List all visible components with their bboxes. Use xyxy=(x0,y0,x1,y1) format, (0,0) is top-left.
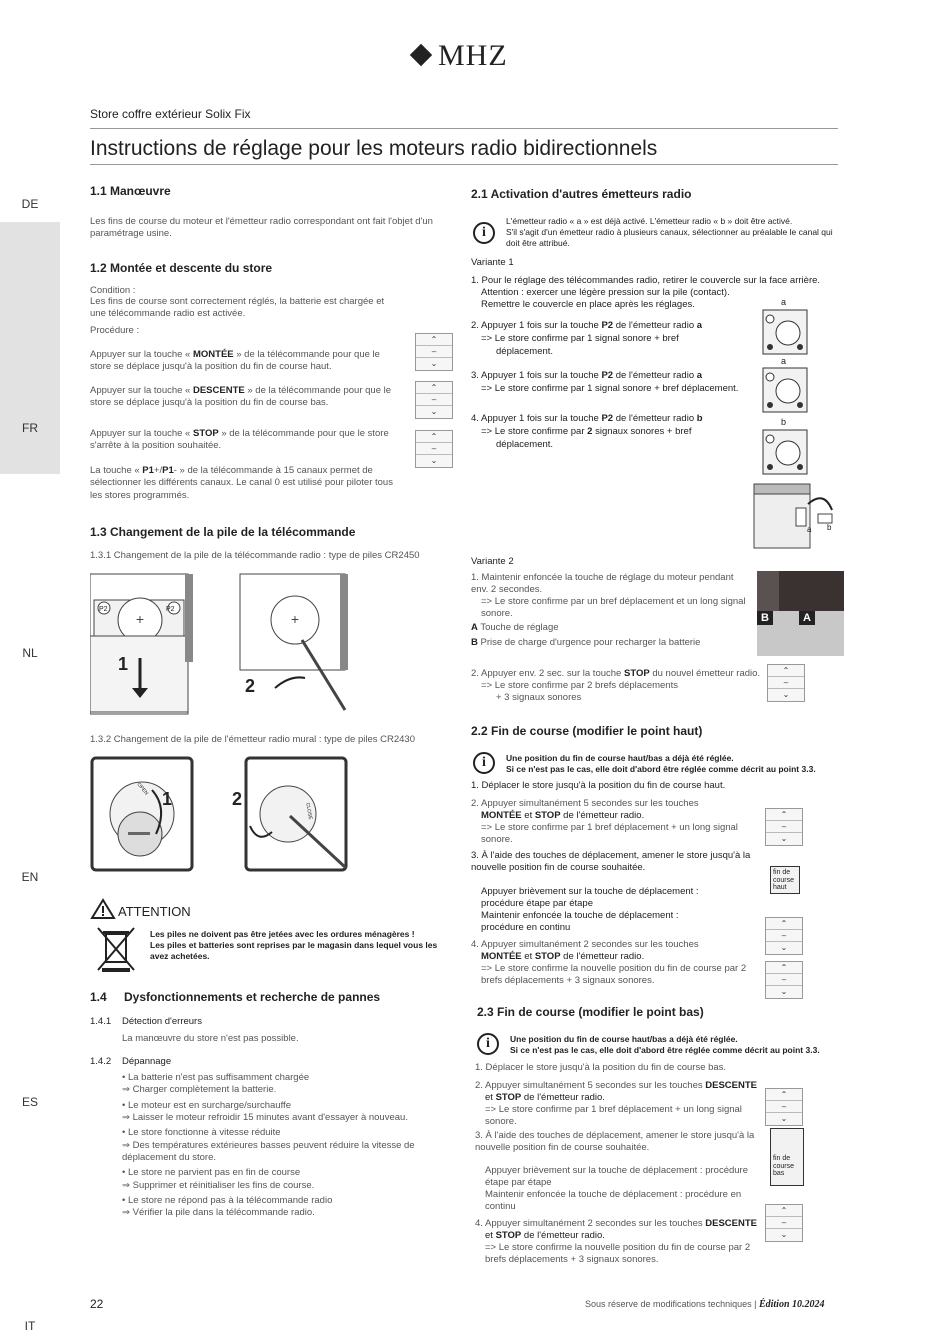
remote-control xyxy=(765,917,803,955)
step-text: et STOP de l'émetteur radio. xyxy=(485,1230,605,1241)
section-heading: 1.1 Manœuvre xyxy=(90,184,171,198)
section-heading: Dysfonctionnements et recherche de pannes xyxy=(124,990,381,1004)
figure-label: a xyxy=(781,356,787,366)
step-text: 2. Appuyer env. 2 sec. sur la touche STOP du nouvel émetteur radio. xyxy=(471,668,761,679)
step-text: 3. À l'aide des touches de déplacement, amener le store jusqu'à la nouvelle position fin de course souhaitée. xyxy=(475,1130,755,1154)
lang-tab-nl[interactable]: NL xyxy=(22,646,38,660)
step-text: déplacement. xyxy=(496,346,554,357)
figure-label: a xyxy=(781,297,787,307)
list-item: • Le store ne répond pas à la télécommande radio ⇒ Vérifier la pile dans la télécommande radio. xyxy=(122,1195,333,1219)
figure-label: b xyxy=(781,417,787,427)
remote-back-figure xyxy=(762,367,808,413)
key-label: P2 xyxy=(166,606,175,613)
subsection-title: 1.3.1 Changement de la pile de la télécommande radio : type de piles CR2450 xyxy=(90,550,420,561)
label: Procédure : xyxy=(90,325,140,336)
stop-key[interactable]: – xyxy=(766,1101,802,1113)
step-text: 2. Appuyer 1 fois sur la touche P2 de l'émetteur radio a xyxy=(471,320,703,331)
blind-pairing-figure xyxy=(752,480,844,550)
step-text: => Le store confirme la nouvelle position du fin de course par 2 brefs déplacements + 3 signaux sonores. xyxy=(485,1242,751,1266)
variant-label: Variante 1 xyxy=(471,257,514,268)
up-key[interactable]: ⌃ xyxy=(416,334,452,346)
down-key[interactable]: ⌄ xyxy=(430,407,438,416)
step-text: + 3 signaux sonores xyxy=(496,692,582,703)
remote-control xyxy=(415,430,453,468)
section-heading: 2.2 Fin de course (modifier le point haut) xyxy=(471,724,703,738)
list-item: • Le store ne parvient pas en fin de course ⇒ Supprimer et réinitialiser les fins de course. xyxy=(122,1167,315,1191)
step-text: => Le store confirme par 1 bref déplacement + un long signal sonore. xyxy=(485,1104,742,1128)
step-text: procédure étape par étape xyxy=(481,898,593,909)
attention-heading: ATTENTION xyxy=(118,904,191,919)
down-key[interactable]: ⌄ xyxy=(430,456,438,465)
paragraph: Appuyer sur la touche « STOP » de la télécommande pour que le store s'arrête à la position souhaitée. xyxy=(90,428,389,452)
lang-tab-it[interactable]: IT xyxy=(24,1319,36,1333)
down-key[interactable]: ⌄ xyxy=(430,359,438,368)
figure-label: a xyxy=(807,525,812,534)
paragraph: La manœuvre du store n'est pas possible. xyxy=(122,1033,299,1044)
step-text: Maintenir enfoncée la touche de déplacement : procédure en continu xyxy=(485,1189,742,1213)
down-key[interactable]: ⌄ xyxy=(780,1114,788,1123)
up-key[interactable]: ⌃ xyxy=(766,1205,802,1217)
paragraph: Appuyer sur la touche « MONTÉE » de la télécommande pour que le store se déplace jusqu'à la position du fin de course haut. xyxy=(90,349,380,373)
remote-back-figure xyxy=(762,429,808,475)
lang-tab-en[interactable]: EN xyxy=(21,870,39,884)
step-text: Remettre le couvercle en place après les réglages. xyxy=(481,299,695,310)
limit-label: fin de course bas xyxy=(770,1128,804,1186)
variant-label: Variante 2 xyxy=(471,556,514,567)
brand-logo xyxy=(410,40,540,70)
step-text: 4. Appuyer 1 fois sur la touche P2 de l'émetteur radio b xyxy=(471,413,703,424)
page-title: Instructions de réglage pour les moteurs radio bidirectionnels xyxy=(90,137,658,160)
up-key[interactable]: ⌃ xyxy=(766,918,802,930)
warning-icon xyxy=(90,898,116,920)
step-text: => Le store confirme par 2 brefs déplacements xyxy=(481,680,678,691)
up-key[interactable]: ⌃ xyxy=(416,382,452,394)
open-label: OPEN xyxy=(135,781,150,797)
subsection-title: 1.3.2 Changement de la pile de l'émetteur radio mural : type de piles CR2430 xyxy=(90,734,416,745)
step-text: 3. À l'aide des touches de déplacement, amener le store jusqu'à la nouvelle position fin de course souhaitée. xyxy=(471,850,751,874)
step-text: déplacement. xyxy=(496,439,554,450)
step-text: 1. Déplacer le store jusqu'à la position du fin de course bas. xyxy=(475,1062,727,1073)
step-text: 4. Appuyer simultanément 2 secondes sur les touches DESCENTE xyxy=(475,1218,757,1229)
step-text: 1. Pour le réglage des télécommandes radio, retirer le couvercle sur la face arrière. xyxy=(471,275,821,286)
step-number: 2 xyxy=(232,789,243,809)
step-text: => Le store confirme par un bref déplacement et un long signal sonore. xyxy=(481,596,746,620)
paragraph: Appuyer sur la touche « DESCENTE » de la télécommande pour que le store se déplace jusqu'à la position du fin de course bas. xyxy=(90,385,392,409)
step-text: => Le store confirme la nouvelle position du fin de course par 2 brefs déplacements + 3 signaux sonores. xyxy=(481,963,747,987)
list-item: • La batterie n'est pas suffisamment chargée ⇒ Charger complètement la batterie. xyxy=(122,1072,310,1096)
footer-note: Sous réserve de modifications techniques | Édition 10.2024 xyxy=(585,1299,825,1310)
step-text: MONTÉE et STOP de l'émetteur radio. xyxy=(481,951,645,962)
step-text: 1. Maintenir enfoncée la touche de réglage du moteur pendant env. 2 secondes. xyxy=(471,572,734,596)
key-label: P2 xyxy=(99,606,108,613)
stop-key[interactable]: – xyxy=(766,1217,802,1229)
step-text: Appuyer brièvement sur la touche de déplacement : xyxy=(481,886,699,897)
up-key[interactable]: ⌃ xyxy=(766,1089,802,1101)
step-text: => Le store confirme par 1 signal sonore + bref déplacement. xyxy=(481,383,739,394)
step-text: MONTÉE et STOP de l'émetteur radio. xyxy=(481,810,645,821)
down-key[interactable]: ⌄ xyxy=(780,987,788,996)
info-text: Une position du fin de course haut/bas a déjà été réglée. Si ce n'est pas le cas, elle doit d'abord être réglée comme décrit au point 3.3. xyxy=(510,1034,820,1056)
stop-key[interactable]: – xyxy=(416,394,452,406)
down-key[interactable]: ⌄ xyxy=(780,834,788,843)
down-key[interactable]: ⌄ xyxy=(780,943,788,952)
remote-control xyxy=(767,664,805,702)
section-heading: 1.2 Montée et descente du store xyxy=(90,261,273,275)
step-number: 1 xyxy=(162,789,173,809)
step-text: 2. Appuyer simultanément 5 secondes sur les touches xyxy=(471,798,699,809)
info-icon: i xyxy=(473,222,495,244)
stop-key[interactable]: – xyxy=(768,677,804,689)
divider xyxy=(90,164,838,165)
stop-key[interactable]: – xyxy=(416,346,452,358)
up-key[interactable]: ⌃ xyxy=(766,809,802,821)
down-key[interactable]: ⌄ xyxy=(782,690,790,699)
stop-key[interactable]: – xyxy=(766,930,802,942)
subsection-title: Dépannage xyxy=(122,1056,172,1067)
page-number: 22 xyxy=(90,1297,104,1311)
remote-control xyxy=(765,1204,803,1242)
remote-control xyxy=(415,381,453,419)
svg-text:+: + xyxy=(135,611,145,627)
paragraph: Les fins de course sont correctement réglés, la batterie est chargée et une télécommande radio est activée. xyxy=(90,296,385,320)
brand-name: MHZ xyxy=(438,38,508,72)
recycle-bin-icon xyxy=(96,926,136,974)
up-key[interactable]: ⌃ xyxy=(768,665,804,677)
remote-back-figure xyxy=(762,309,808,355)
up-key[interactable]: ⌃ xyxy=(416,431,452,443)
info-text: L'émetteur radio « a » est déjà activé. L'émetteur radio « b » doit être activé. S'il s'agit d'un émetteur radio à plusieurs canaux, sélectionner au préalable le canal qui doit être attribué. xyxy=(506,216,833,249)
list-item: • Le moteur est en surcharge/surchauffe ⇒ Laisser le moteur refroidir 15 minutes avant d'essayer à nouveau. xyxy=(122,1099,408,1124)
section-heading: 1.4 xyxy=(90,990,107,1004)
subsection-number: 1.4.1 xyxy=(90,1016,112,1027)
up-key[interactable]: ⌃ xyxy=(766,962,802,974)
step-number: 2 xyxy=(245,676,256,696)
section-heading: 2.1 Activation d'autres émetteurs radio xyxy=(471,187,692,201)
figure-label: b xyxy=(827,523,832,532)
step-text: Appuyer brièvement sur la touche de déplacement : procédure étape par étape xyxy=(485,1165,748,1189)
subsection-number: 1.4.2 xyxy=(90,1056,112,1067)
info-text: Une position du fin de course haut/bas a déjà été réglée. Si ce n'est pas le cas, elle doit d'abord être réglée comme décrit au point 3.3. xyxy=(506,753,816,775)
lang-tab-es[interactable]: ES xyxy=(21,1095,38,1109)
legend-item: B Prise de charge d'urgence pour recharger la batterie xyxy=(471,637,701,648)
legend-item: A Touche de réglage xyxy=(471,622,559,633)
list-item: • Le store fonctionne à vitesse réduite ⇒ Des températures extérieures basses peuvent réduire la vitesse de déplacement du store. xyxy=(122,1127,415,1164)
close-label: CLOSE xyxy=(304,802,314,821)
remote-control xyxy=(765,1088,803,1126)
troubleshooting-list xyxy=(122,1072,442,1220)
step-text: et STOP de l'émetteur radio. xyxy=(485,1092,605,1103)
diamond-icon xyxy=(410,44,432,66)
step-text: => Le store confirme par 1 signal sonore + bref xyxy=(481,333,679,344)
stop-key[interactable]: – xyxy=(766,821,802,833)
subsection-title: Détection d'erreurs xyxy=(122,1016,202,1027)
lang-tab-fr[interactable]: FR xyxy=(22,421,38,435)
document-subtitle: Store coffre extérieur Solix Fix xyxy=(90,107,251,121)
step-text: 3. Appuyer 1 fois sur la touche P2 de l'émetteur radio a xyxy=(471,370,703,381)
step-text: Attention : exercer une légère pression sur la pile (contact). xyxy=(481,287,730,298)
paragraph: La touche « P1+/P1- » de la télécommande à 15 canaux permet de sélectionner les différents canaux. Le canal 0 est utilisé pour piloter tous les stores programmés. xyxy=(90,465,393,501)
remote-control xyxy=(765,808,803,846)
step-text: Maintenir enfoncée la touche de déplacement : xyxy=(481,910,679,921)
step-text: => Le store confirme par 2 signaux sonores + bref xyxy=(481,426,692,437)
info-icon: i xyxy=(477,1033,499,1055)
lang-tab-de[interactable]: DE xyxy=(21,197,39,211)
remote-control xyxy=(415,333,453,371)
step-text: => Le store confirme par 1 bref déplacement + un long signal sonore. xyxy=(481,822,738,846)
section-heading: 1.3 Changement de la pile de la télécommande xyxy=(90,525,356,539)
info-icon: i xyxy=(473,752,495,774)
stop-key[interactable]: – xyxy=(416,443,452,455)
svg-text:+: + xyxy=(290,611,300,627)
stop-key[interactable]: – xyxy=(766,974,802,986)
down-key[interactable]: ⌄ xyxy=(780,1230,788,1239)
label: Condition : xyxy=(90,285,136,296)
warning-text: Les piles ne doivent pas être jetées avec les ordures ménagères ! Les piles et batteries sont reprises par le magasin dans lequel vous les avez achetées. xyxy=(150,929,438,962)
step-number: 1 xyxy=(118,654,129,674)
battery-remote-figure xyxy=(90,570,350,715)
section-heading: 2.3 Fin de course (modifier le point bas) xyxy=(477,1005,704,1019)
step-text: 4. Appuyer simultanément 2 secondes sur les touches xyxy=(471,939,699,950)
step-text: 2. Appuyer simultanément 5 secondes sur les touches DESCENTE xyxy=(475,1080,757,1091)
paragraph: Les fins de course du moteur et l'émetteur radio correspondant ont fait l'objet d'un paramétrage usine. xyxy=(90,216,433,240)
remote-control xyxy=(765,961,803,999)
step-text: 1. Déplacer le store jusqu'à la position du fin de course haut. xyxy=(471,780,726,791)
step-text: procédure en continu xyxy=(481,922,571,933)
limit-label: fin de course haut xyxy=(770,866,800,894)
motor-photo: B A xyxy=(757,571,844,656)
divider xyxy=(90,128,838,129)
